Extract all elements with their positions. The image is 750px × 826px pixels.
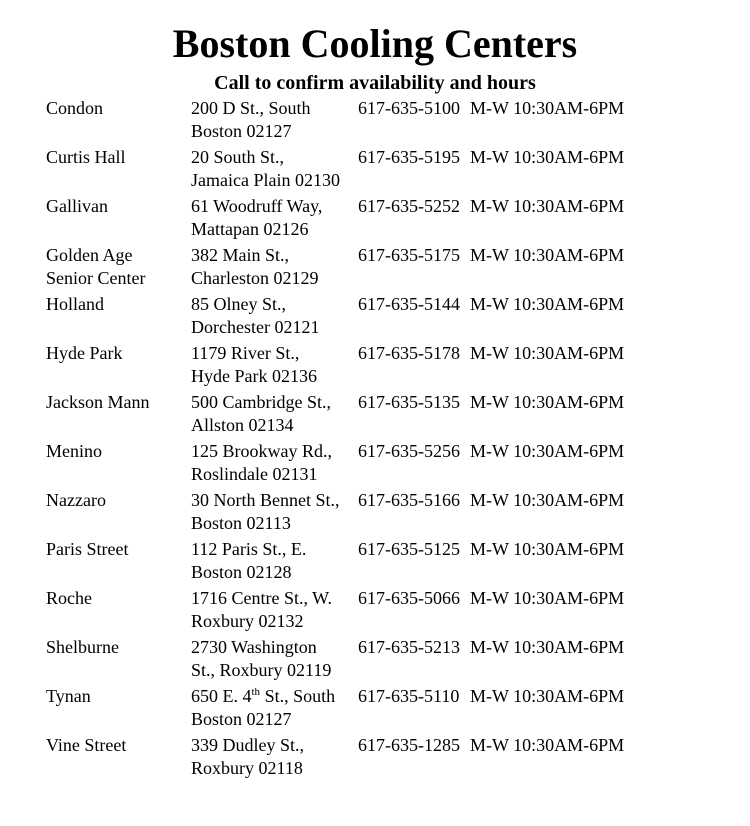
address-line-2: Dorchester 02121: [191, 317, 320, 337]
center-hours: M-W 10:30AM-6PM: [470, 294, 625, 314]
center-name: [46, 244, 191, 290]
center-phone: 617-635-5252: [358, 196, 460, 216]
address-line-1: 200 D St., South: [191, 98, 311, 118]
address-line-1: 30 North Bennet St.,: [191, 490, 340, 510]
address-line-1: 382 Main St.,: [191, 245, 290, 265]
table-row: [46, 489, 746, 538]
address-line-1: [191, 685, 361, 708]
address-line-1: 20 South St.,: [191, 147, 285, 167]
center-address: [191, 636, 361, 682]
center-name-line-1: Vine Street: [46, 735, 127, 755]
center-phone: 617-635-5066: [358, 588, 460, 608]
center-hours: M-W 10:30AM-6PM: [470, 735, 625, 755]
center-hours: M-W 10:30AM-6PM: [470, 441, 625, 461]
address-line-1: 1716 Centre St., W.: [191, 588, 333, 608]
center-hours: M-W 10:30AM-6PM: [470, 686, 625, 706]
center-phone: 617-635-5166: [358, 490, 460, 510]
address-line-2: Boston 02128: [191, 562, 292, 582]
center-name-line-1: Golden Age: [46, 245, 133, 265]
center-name-line-1: Condon: [46, 98, 104, 118]
page-subtitle: Call to confirm availability and hours: [214, 72, 536, 94]
center-address: [191, 538, 361, 584]
table-row: [46, 244, 746, 293]
address-line-1-pre: 650 E. 4: [191, 686, 252, 706]
table-row: [46, 195, 746, 244]
center-name-line-1: Curtis Hall: [46, 147, 126, 167]
center-name: [46, 489, 191, 512]
center-name-line-1: Hyde Park: [46, 343, 123, 363]
center-hours: M-W 10:30AM-6PM: [470, 196, 625, 216]
address-line-2: Boston 02127: [191, 709, 292, 729]
table-row: [46, 538, 746, 587]
center-phone: 617-635-5175: [358, 245, 460, 265]
center-hours: M-W 10:30AM-6PM: [470, 588, 625, 608]
center-address: [191, 97, 361, 143]
center-name-line-1: Paris Street: [46, 539, 129, 559]
address-line-1: 500 Cambridge St.,: [191, 392, 331, 412]
address-line-2: Allston 02134: [191, 415, 294, 435]
center-phone: 617-635-5213: [358, 637, 460, 657]
center-name: [46, 685, 191, 708]
center-name: [46, 734, 191, 757]
address-line-1: 85 Olney St.,: [191, 294, 287, 314]
center-address: [191, 685, 361, 731]
center-name: [46, 587, 191, 610]
table-row: [46, 391, 746, 440]
center-phone: 617-635-5100: [358, 98, 460, 118]
address-line-1-post: St., South: [260, 686, 336, 706]
center-phone: 617-635-1285: [358, 735, 460, 755]
address-line-2: Roxbury 02132: [191, 611, 304, 631]
center-name-line-1: Tynan: [46, 686, 91, 706]
center-phone: 617-635-5195: [358, 147, 460, 167]
table-row: [46, 734, 746, 783]
center-address: [191, 342, 361, 388]
address-line-1: 339 Dudley St.,: [191, 735, 305, 755]
center-name-line-2: Senior Center: [46, 268, 146, 288]
cooling-centers-table: [46, 97, 746, 783]
center-name-line-1: Jackson Mann: [46, 392, 150, 412]
address-line-2: Mattapan 02126: [191, 219, 309, 239]
center-address: [191, 440, 361, 486]
center-name: [46, 195, 191, 218]
address-line-1: 1179 River St.,: [191, 343, 300, 363]
address-line-2: St., Roxbury 02119: [191, 660, 332, 680]
address-line-1: 112 Paris St., E.: [191, 539, 307, 559]
center-phone: 617-635-5135: [358, 392, 460, 412]
center-address: [191, 195, 361, 241]
center-name: [46, 440, 191, 463]
table-row: [46, 97, 746, 146]
center-hours: M-W 10:30AM-6PM: [470, 343, 625, 363]
address-line-2: Roxbury 02118: [191, 758, 303, 778]
address-line-2: Jamaica Plain 02130: [191, 170, 340, 190]
center-name-line-1: Menino: [46, 441, 102, 461]
address-line-2: Charleston 02129: [191, 268, 319, 288]
table-row: [46, 342, 746, 391]
center-phone: 617-635-5110: [358, 686, 460, 706]
table-row: [46, 587, 746, 636]
center-phone: 617-635-5256: [358, 441, 460, 461]
center-name: [46, 538, 191, 561]
center-phone: 617-635-5178: [358, 343, 460, 363]
center-address: [191, 244, 361, 290]
table-row: [46, 685, 746, 734]
center-name: [46, 636, 191, 659]
center-address: [191, 489, 361, 535]
center-phone: 617-635-5125: [358, 539, 460, 559]
ordinal-suffix: th: [251, 686, 261, 698]
page-title: Boston Cooling Centers: [172, 21, 578, 66]
center-hours: M-W 10:30AM-6PM: [470, 539, 625, 559]
center-hours: M-W 10:30AM-6PM: [470, 490, 625, 510]
center-address: [191, 146, 361, 192]
address-line-2: Boston 02127: [191, 121, 292, 141]
address-line-2: Boston 02113: [191, 513, 291, 533]
center-hours: M-W 10:30AM-6PM: [470, 245, 625, 265]
address-line-2: Roslindale 02131: [191, 464, 318, 484]
table-row: [46, 293, 746, 342]
center-name-line-1: Holland: [46, 294, 104, 314]
center-hours: M-W 10:30AM-6PM: [470, 98, 625, 118]
center-address: [191, 587, 361, 633]
address-line-1: 61 Woodruff Way,: [191, 196, 323, 216]
center-phone: 617-635-5144: [358, 294, 460, 314]
center-hours: M-W 10:30AM-6PM: [470, 637, 625, 657]
table-row: [46, 146, 746, 195]
table-row: [46, 440, 746, 489]
center-hours: M-W 10:30AM-6PM: [470, 392, 625, 412]
address-line-1: 2730 Washington: [191, 637, 317, 657]
center-name: [46, 146, 191, 169]
center-address: [191, 293, 361, 339]
center-address: [191, 391, 361, 437]
center-name: [46, 293, 191, 316]
center-name: [46, 97, 191, 120]
center-name-line-1: Shelburne: [46, 637, 119, 657]
table-row: [46, 636, 746, 685]
center-name-line-1: Roche: [46, 588, 92, 608]
address-line-1: 125 Brookway Rd.,: [191, 441, 332, 461]
address-line-2: Hyde Park 02136: [191, 366, 317, 386]
center-address: [191, 734, 361, 780]
center-name: [46, 342, 191, 365]
center-name-line-1: Nazzaro: [46, 490, 106, 510]
center-name-line-1: Gallivan: [46, 196, 108, 216]
center-name: [46, 391, 191, 414]
center-hours: M-W 10:30AM-6PM: [470, 147, 625, 167]
